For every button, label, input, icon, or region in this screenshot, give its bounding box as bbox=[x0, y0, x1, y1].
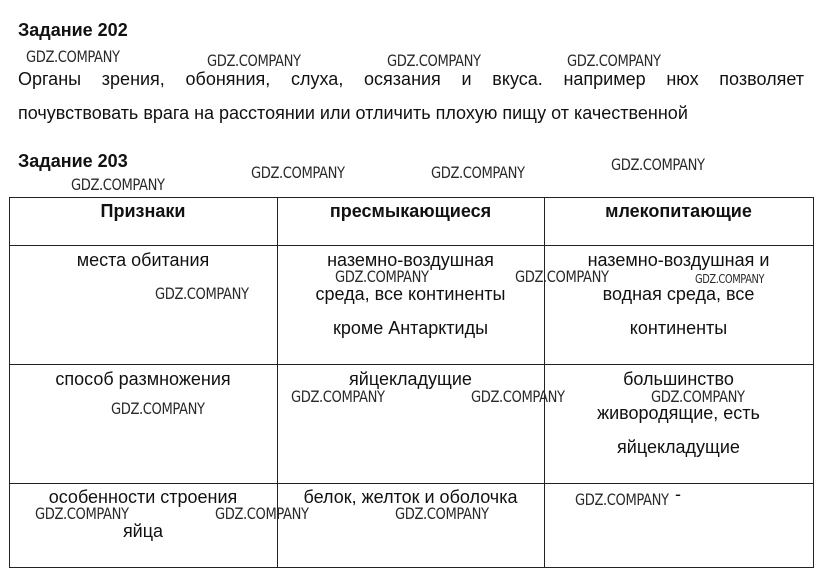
watermark: GDZ.COMPANY bbox=[431, 163, 525, 182]
watermark: GDZ.COMPANY bbox=[215, 504, 309, 523]
task-202-title: Задание 202 bbox=[18, 20, 128, 40]
watermark: GDZ.COMPANY bbox=[111, 399, 205, 418]
table-row-1-mammals: наземно-воздушная и водная среда, все континенты bbox=[587, 250, 770, 338]
table-row-3-mammals: - bbox=[675, 484, 681, 504]
watermark: GDZ.COMPANY bbox=[35, 504, 129, 523]
watermark: GDZ.COMPANY bbox=[567, 51, 661, 70]
watermark: GDZ.COMPANY bbox=[71, 175, 165, 194]
watermark: GDZ.COMPANY bbox=[695, 272, 765, 286]
watermark: GDZ.COMPANY bbox=[395, 504, 489, 523]
header-mammals: млекопитающие bbox=[605, 201, 752, 221]
watermark: GDZ.COMPANY bbox=[471, 387, 565, 406]
table-row-1-feature: места обитания bbox=[76, 250, 210, 270]
watermark: GDZ.COMPANY bbox=[611, 155, 705, 174]
task-203-title: Задание 203 bbox=[18, 151, 128, 171]
watermark: GDZ.COMPANY bbox=[575, 490, 669, 509]
table-row-2-reptiles: яйцекладущие bbox=[349, 369, 472, 389]
watermark: GDZ.COMPANY bbox=[155, 284, 249, 303]
watermark: GDZ.COMPANY bbox=[251, 163, 345, 182]
table-row-1-reptiles: наземно-воздушная среда, все континенты кроме Антарктиды bbox=[315, 250, 506, 338]
header-reptiles: пресмыкающиеся bbox=[329, 201, 492, 221]
watermark: GDZ.COMPANY bbox=[651, 387, 745, 406]
table-row-2-mammals: большинство живородящие, есть яйцекладущие bbox=[597, 369, 760, 457]
task-202-text-line-2: почувствовать врага на расстоянии или отличить плохую пищу от качественной bbox=[18, 103, 688, 123]
table-row-2-feature: способ размножения bbox=[55, 369, 231, 389]
watermark: GDZ.COMPANY bbox=[207, 51, 301, 70]
watermark: GDZ.COMPANY bbox=[515, 267, 609, 286]
task-202-text-line-1: Органы зрения, обоняния, слуха, осязания и вкуса. например нюх позволяет bbox=[18, 69, 804, 89]
header-features: Признаки bbox=[100, 201, 186, 221]
table-row-3-feature: особенности строения яйца bbox=[48, 487, 238, 541]
table-row-3-reptiles: белок, желток и оболочка bbox=[303, 487, 518, 507]
watermark: GDZ.COMPANY bbox=[387, 51, 481, 70]
watermark: GDZ.COMPANY bbox=[291, 387, 385, 406]
watermark: GDZ.COMPANY bbox=[26, 47, 120, 66]
watermark: GDZ.COMPANY bbox=[335, 267, 429, 286]
